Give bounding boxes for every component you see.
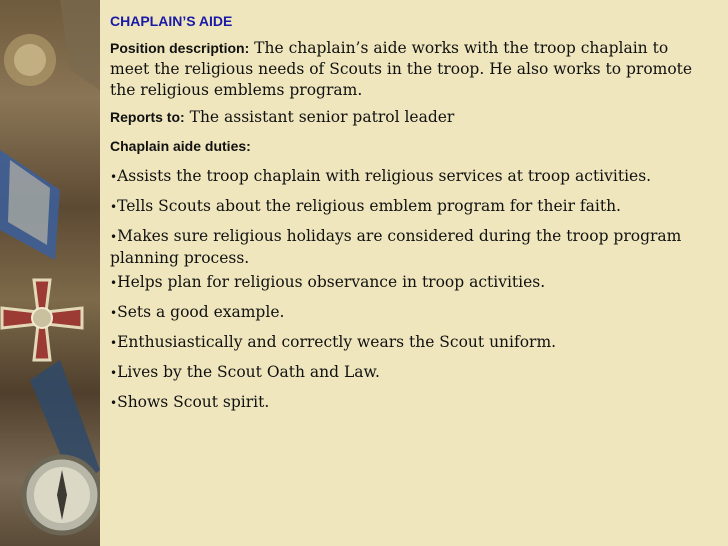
- bullet-icon: •: [110, 170, 118, 184]
- duty-item: •Sets a good example.: [110, 303, 285, 321]
- duty-item: •Lives by the Scout Oath and Law.: [110, 363, 380, 381]
- bullet-icon: •: [110, 306, 118, 320]
- reports-to-label: Reports to:: [110, 109, 185, 125]
- bullet-icon: •: [110, 366, 118, 380]
- bullet-icon: •: [110, 336, 118, 350]
- bullet-icon: •: [110, 230, 118, 244]
- duty-item: •Assists the troop chaplain with religious services at troop activities.: [110, 167, 652, 185]
- duty-item: •Shows Scout spirit.: [110, 393, 270, 411]
- page-title: CHAPLAIN’S AIDE: [110, 13, 233, 29]
- decorative-sidebar-image: [0, 0, 100, 546]
- reports-to: [110, 107, 710, 128]
- medals-and-compass-illustration: [0, 0, 100, 546]
- reports-to-text: The assistant senior patrol leader: [189, 108, 455, 126]
- duty-item: •Helps plan for religious observance in troop activities.: [110, 273, 546, 291]
- duty-item: •Enthusiastically and correctly wears the Scout uniform.: [110, 333, 557, 351]
- position-description-text: The chaplain’s aide works with the troop chaplain to meet the religious needs of Scouts in the troop. He also works to promote the religious emblems program.: [110, 39, 693, 99]
- bullet-icon: •: [110, 200, 118, 214]
- duty-item: •Tells Scouts about the religious emblem program for their faith.: [110, 197, 621, 215]
- position-description-label: Position description:: [110, 40, 250, 56]
- position-description: [110, 38, 710, 101]
- bullet-icon: •: [110, 276, 118, 290]
- duty-item: •Makes sure religious holidays are considered during the troop program planning process.: [110, 227, 682, 267]
- duties-heading: Chaplain aide duties:: [110, 138, 251, 154]
- bullet-icon: •: [110, 396, 118, 410]
